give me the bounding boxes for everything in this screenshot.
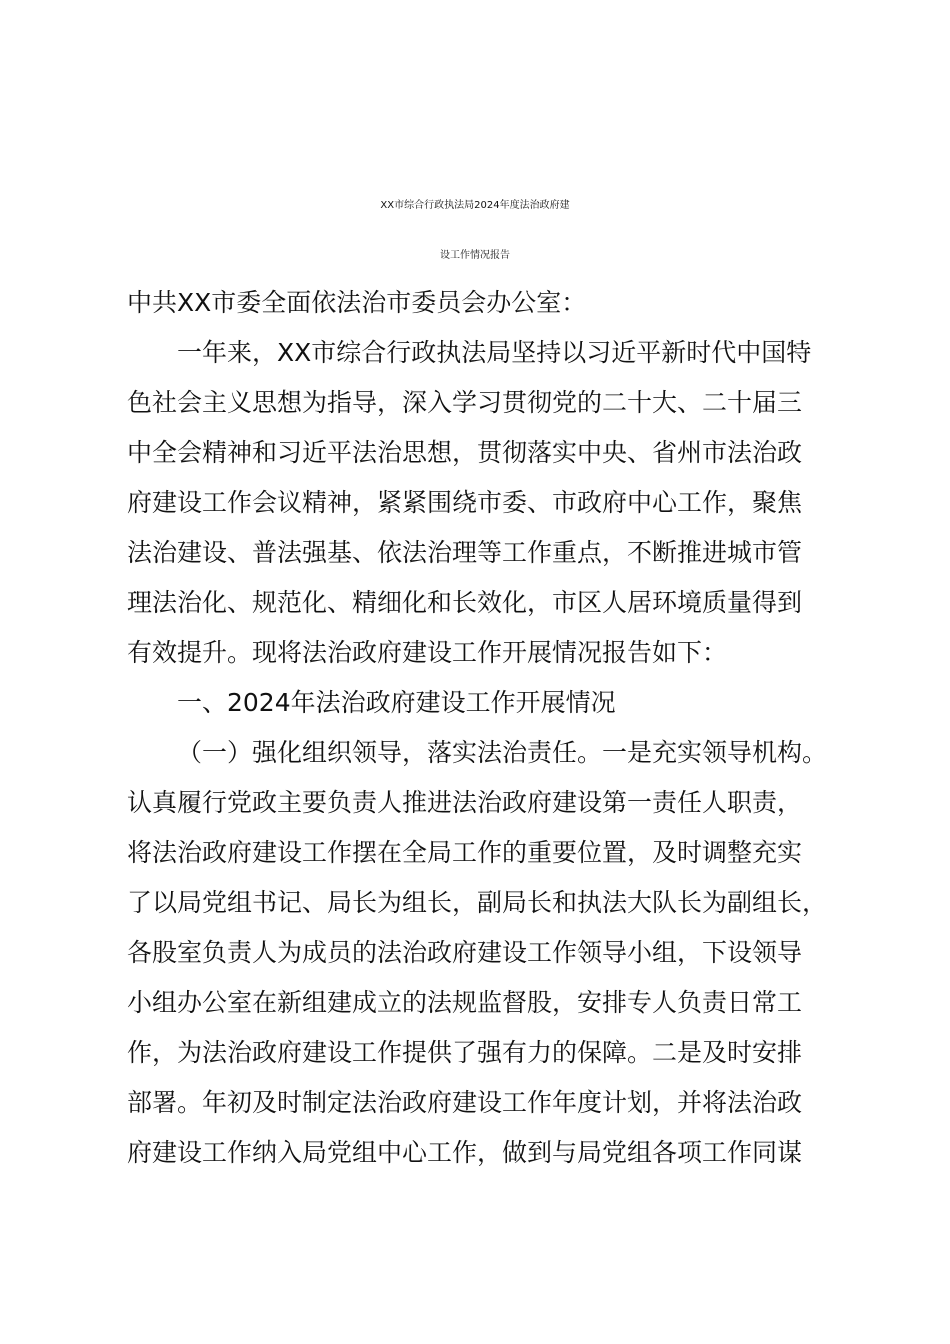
addressee-line: 中共XX市委全面依法治市委员会办公室： — [127, 288, 587, 317]
body-line: 有效提升。现将法治政府建设工作开展情况报告如下： — [127, 638, 728, 667]
body-line: 部署。年初及时制定法治政府建设工作年度计划，并将法治政 — [127, 1088, 803, 1117]
body-line: 法治建设、普法强基、依法治理等工作重点，不断推进城市管 — [127, 538, 803, 567]
body-line: 将法治政府建设工作摆在全局工作的重要位置，及时调整充实 — [127, 838, 803, 867]
body-line: 了以局党组书记、局长为组长，副局长和执法大队长为副组长， — [127, 888, 828, 917]
body-line: 小组办公室在新组建成立的法规监督股，安排专人负责日常工 — [127, 988, 803, 1017]
body-line: 一年来，XX市综合行政执法局坚持以习近平新时代中国特 — [177, 338, 812, 367]
document-title-line-1: XX市综合行政执法局2024年度法治政府建 — [380, 200, 570, 211]
body-line: 各股室负责人为成员的法治政府建设工作领导小组，下设领导 — [127, 938, 803, 967]
body-line: 理法治化、规范化、精细化和长效化，市区人居环境质量得到 — [127, 588, 803, 617]
body-line: 府建设工作会议精神，紧紧围绕市委、市政府中心工作，聚焦 — [127, 488, 803, 517]
body-line: （一）强化组织领导，落实法治责任。一是充实领导机构。 — [177, 738, 828, 767]
body-line: 色社会主义思想为指导，深入学习贯彻党的二十大、二十届三 — [127, 388, 803, 417]
body-line: 府建设工作纳入局党组中心工作，做到与局党组各项工作同谋 — [127, 1138, 803, 1167]
document-title-line-2: 设工作情况报告 — [440, 250, 510, 261]
body-line: 作，为法治政府建设工作提供了强有力的保障。二是及时安排 — [127, 1038, 803, 1067]
section-heading: 一、2024年法治政府建设工作开展情况 — [177, 688, 616, 717]
body-line: 中全会精神和习近平法治思想，贯彻落实中央、省州市法治政 — [127, 438, 803, 467]
body-line: 认真履行党政主要负责人推进法治政府建设第一责任人职责， — [127, 788, 803, 817]
